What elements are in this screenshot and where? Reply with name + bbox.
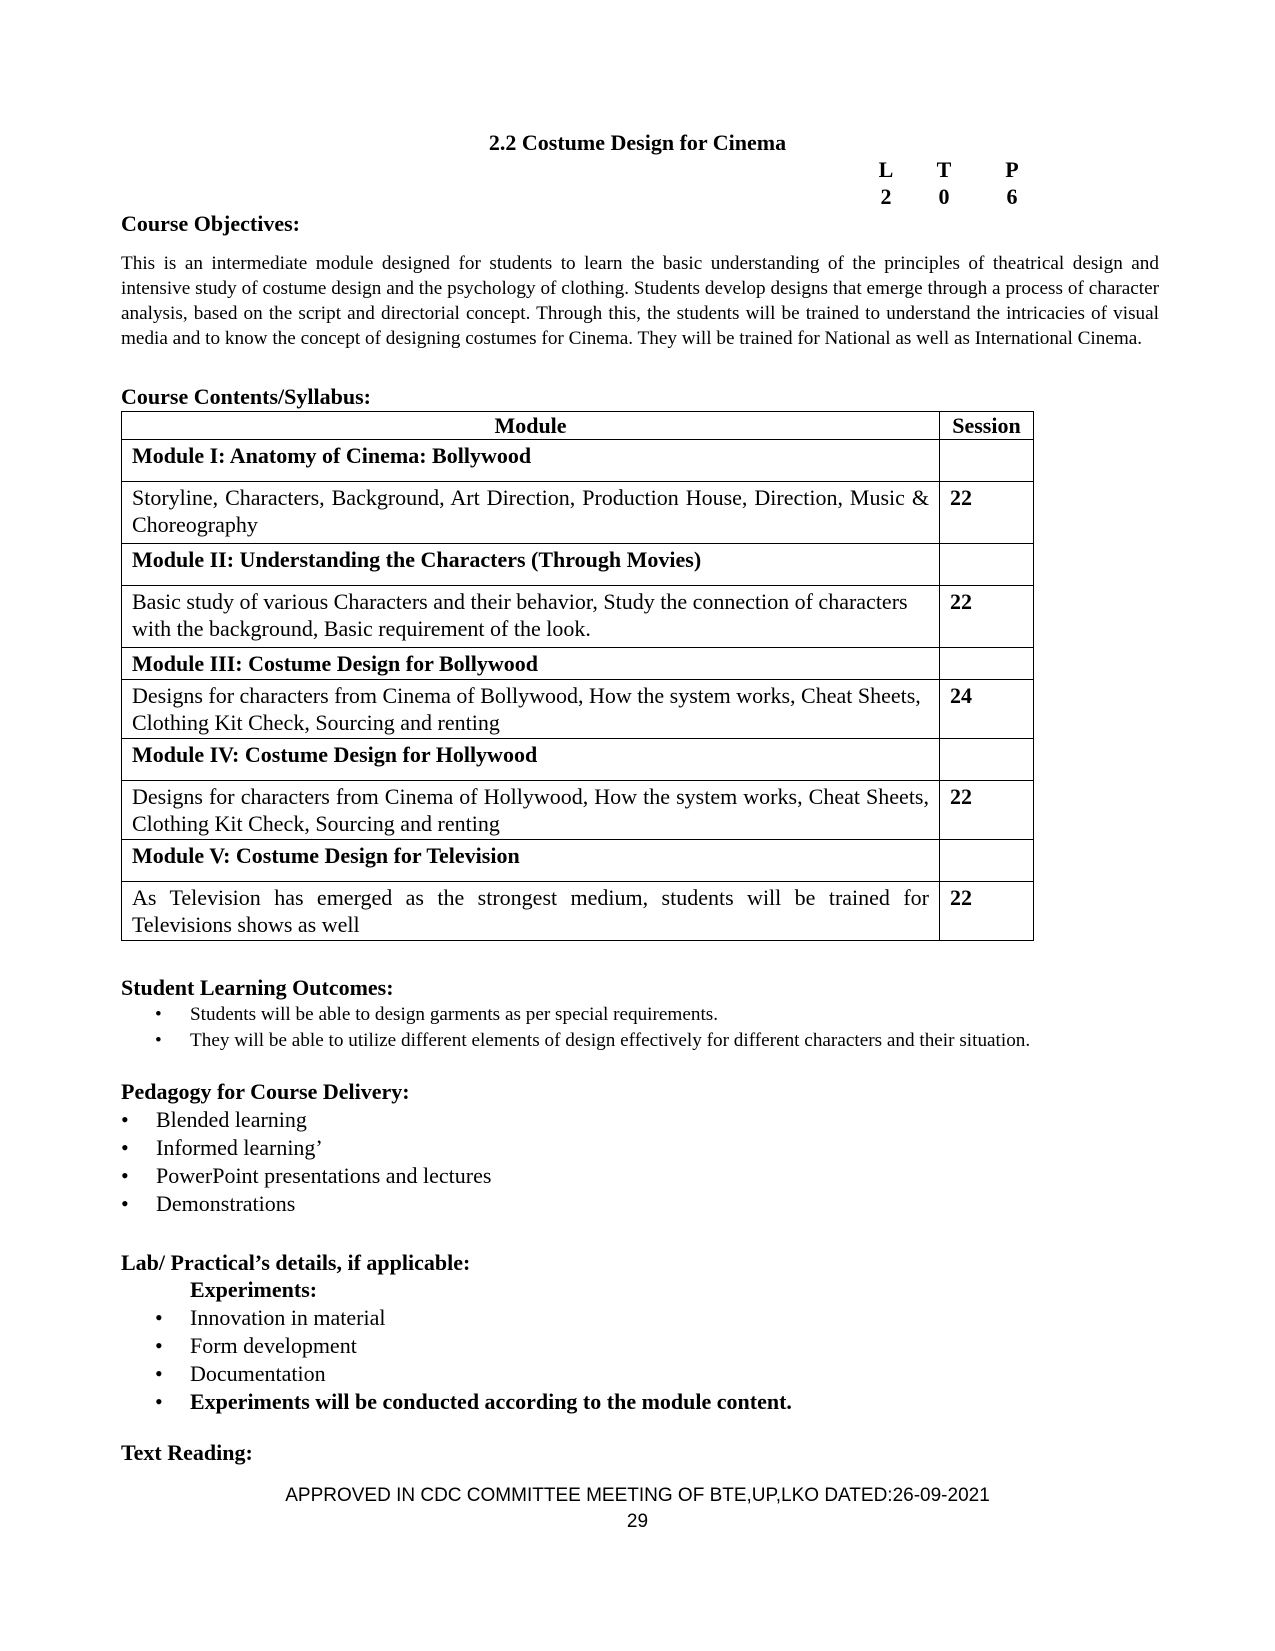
table-row: [122, 586, 1034, 648]
list-item: [155, 1332, 792, 1360]
module-column-header: Module: [122, 412, 940, 440]
list-item-text: PowerPoint presentations and lectures: [156, 1163, 492, 1188]
list-item-text: Innovation in material: [190, 1305, 386, 1330]
table-row: [122, 882, 1034, 941]
table-row: [122, 680, 1034, 739]
pedagogy-list: [121, 1106, 491, 1218]
list-item: [155, 1002, 1030, 1028]
approval-footer: APPROVED IN CDC COMMITTEE MEETING OF BTE,UP,LKO DATED:26-09-2021: [285, 1485, 990, 1506]
bullet-icon: •: [121, 1135, 129, 1160]
pedagogy-heading: Pedagogy for Course Delivery:: [121, 1079, 410, 1104]
table-row: [122, 840, 1034, 882]
course-objectives-heading: Course Objectives:: [121, 211, 301, 236]
ltp-header-t: T: [936, 157, 952, 182]
list-item: [121, 1106, 491, 1134]
table-row: [122, 482, 1034, 544]
module-content: Designs for characters from Cinema of Hollywood, How the system works, Cheat Sheets, Clothing Kit Check, Sourcing and renting: [122, 781, 940, 840]
ltp-value-p: 6: [1006, 184, 1018, 209]
experiments-list: [155, 1304, 792, 1416]
session-count: 22: [940, 882, 1034, 941]
list-item: [155, 1304, 792, 1332]
ltp-header-l: L: [878, 157, 894, 182]
session-count: 22: [940, 586, 1034, 648]
list-item: [155, 1028, 1030, 1054]
list-item: [121, 1134, 491, 1162]
list-item-text: Form development: [190, 1333, 357, 1358]
bullet-icon: •: [121, 1107, 129, 1132]
syllabus-table: [121, 411, 1034, 941]
lab-heading: Lab/ Practical’s details, if applicable:: [121, 1250, 471, 1275]
course-objectives-text: This is an intermediate module designed for students to learn the basic understanding of the principles of theatrical design and intensive study of costume design and the psychology of clothing. Students develop designs that emerge through a process of character analysis, based on the script and directorial concept. Through this, the students will be trained to understand the intricacies of visual media and to know the concept of designing costumes for Cinema. They will be trained for National as well as International Cinema.: [121, 253, 1159, 349]
bullet-icon: •: [121, 1191, 129, 1216]
table-row: [122, 781, 1034, 840]
learning-outcomes-heading: Student Learning Outcomes:: [121, 975, 394, 1000]
session-empty-cell: [940, 440, 1034, 482]
bullet-icon: •: [155, 1361, 163, 1386]
experiments-subheading: Experiments:: [190, 1277, 318, 1302]
module-title: Module IV: Costume Design for Hollywood: [122, 739, 940, 781]
module-title: Module V: Costume Design for Television: [122, 840, 940, 882]
list-item: [121, 1190, 491, 1218]
page-number: 29: [626, 1511, 649, 1532]
list-item-text: Documentation: [190, 1361, 326, 1386]
session-empty-cell: [940, 648, 1034, 680]
table-row: [122, 739, 1034, 781]
session-count: 22: [940, 781, 1034, 840]
module-title: Module II: Understanding the Characters (Through Movies): [122, 544, 940, 586]
bullet-icon: •: [155, 1305, 163, 1330]
session-empty-cell: [940, 544, 1034, 586]
bullet-icon: •: [155, 1333, 163, 1358]
list-item-text: Demonstrations: [156, 1191, 296, 1216]
page-title: 2.2 Costume Design for Cinema: [488, 130, 787, 155]
bullet-icon: •: [155, 1389, 163, 1414]
list-item: [155, 1388, 792, 1416]
text-reading-heading: Text Reading:: [121, 1440, 253, 1465]
session-count: 22: [940, 482, 1034, 544]
list-item-text: Students will be able to design garments as per special requirements.: [190, 1004, 719, 1025]
session-count: 24: [940, 680, 1034, 739]
session-column-header: Session: [940, 412, 1034, 440]
ltp-value-l: 2: [880, 184, 892, 209]
session-empty-cell: [940, 840, 1034, 882]
module-content: Basic study of various Characters and their behavior, Study the connection of characters with the background, Basic requirement of the look.: [122, 586, 940, 648]
list-item-text: Informed learning’: [156, 1135, 323, 1160]
session-empty-cell: [940, 739, 1034, 781]
ltp-value-t: 0: [938, 184, 950, 209]
list-item: [155, 1360, 792, 1388]
bullet-icon: •: [121, 1163, 129, 1188]
module-title: Module I: Anatomy of Cinema: Bollywood: [122, 440, 940, 482]
list-item-text: Experiments will be conducted according to the module content.: [190, 1389, 792, 1414]
module-content: Designs for characters from Cinema of Bollywood, How the system works, Cheat Sheets, Clothing Kit Check, Sourcing and renting: [122, 680, 940, 739]
module-title: Module III: Costume Design for Bollywood: [122, 648, 940, 680]
module-content: Storyline, Characters, Background, Art Direction, Production House, Direction, Music & Choreography: [122, 482, 940, 544]
table-header-row: [122, 412, 1034, 440]
bullet-icon: •: [155, 1004, 162, 1025]
syllabus-heading: Course Contents/Syllabus:: [121, 384, 371, 409]
module-content: As Television has emerged as the strongest medium, students will be trained for Televisions shows as well: [122, 882, 940, 941]
ltp-header-p: P: [1005, 157, 1019, 182]
table-row: [122, 544, 1034, 586]
list-item: [121, 1162, 491, 1190]
table-row: [122, 440, 1034, 482]
bullet-icon: •: [155, 1030, 162, 1051]
table-row: [122, 648, 1034, 680]
list-item-text: They will be able to utilize different elements of design effectively for different characters and their situation.: [190, 1030, 1031, 1051]
list-item-text: Blended learning: [156, 1107, 307, 1132]
learning-outcomes-list: [155, 1002, 1030, 1054]
